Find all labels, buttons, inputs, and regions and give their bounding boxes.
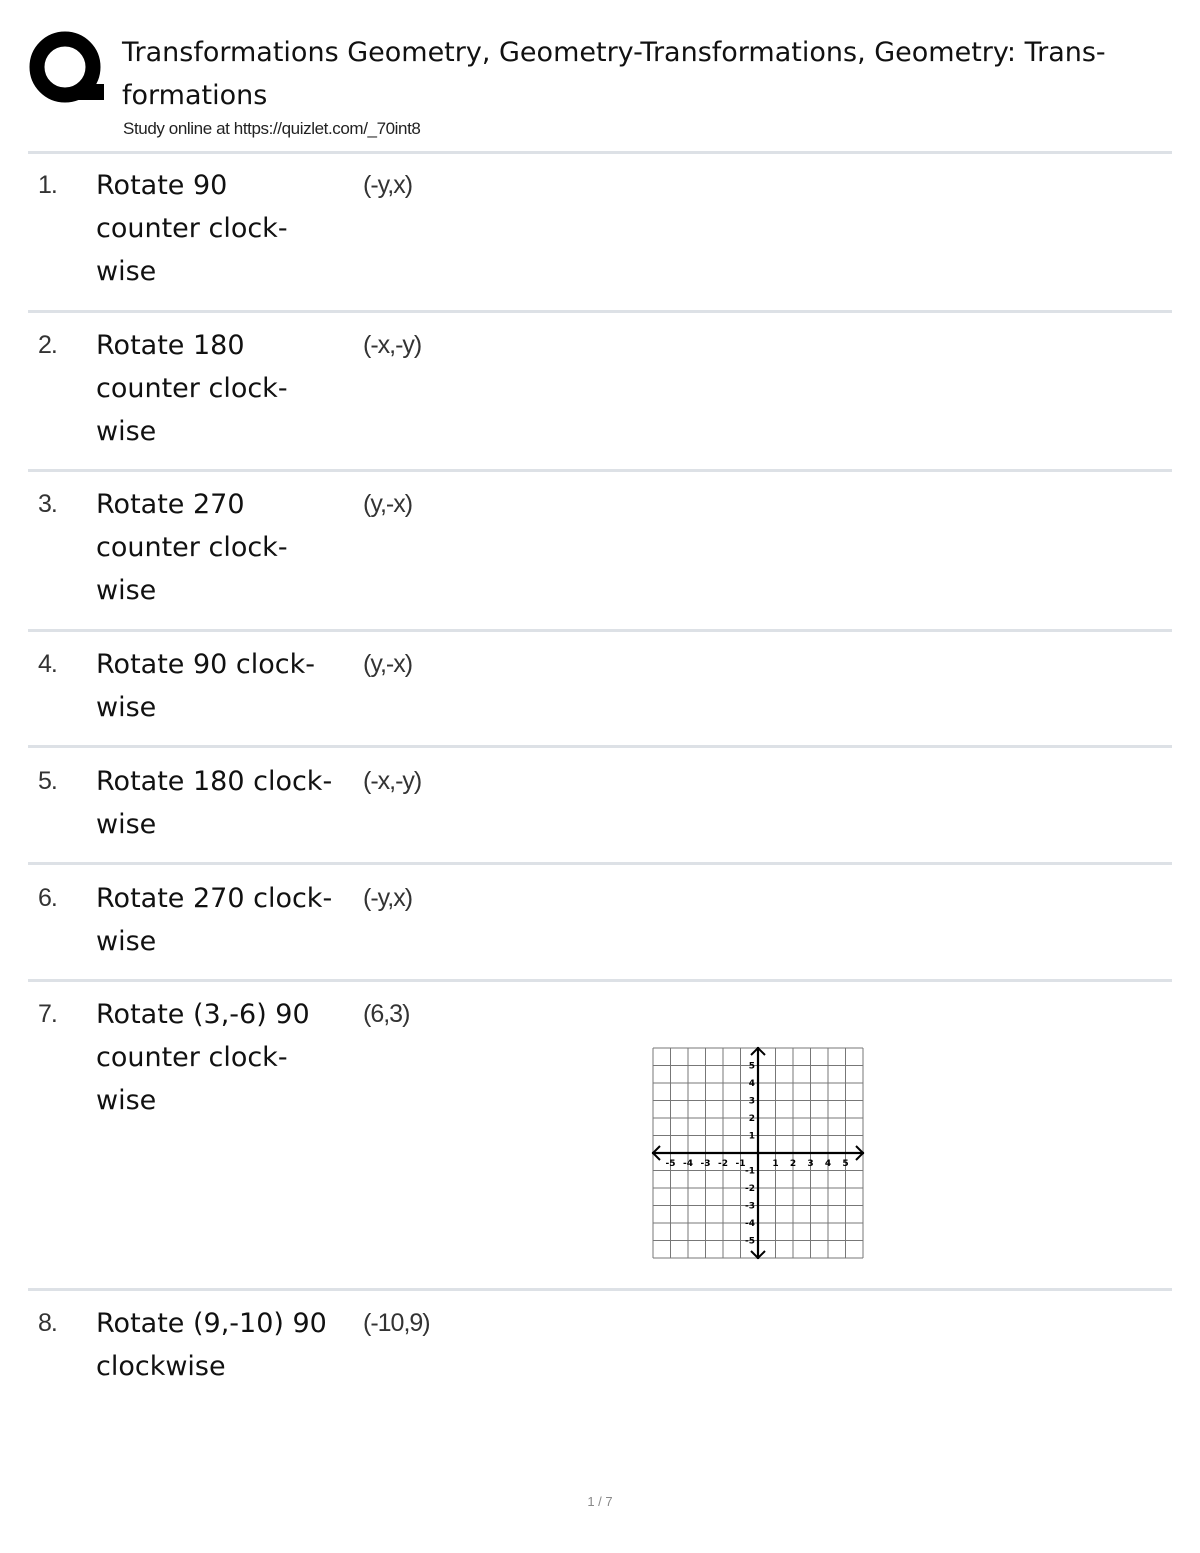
- card-number: 5.: [38, 767, 57, 795]
- card-definition: (-x,-y): [363, 331, 422, 359]
- y-tick-label: 2: [748, 1114, 755, 1124]
- y-tick-label: 5: [748, 1061, 755, 1072]
- quizlet-logo-icon: [28, 30, 106, 108]
- card-number: 6.: [38, 884, 57, 912]
- y-tick-label: -5: [745, 1236, 755, 1247]
- study-online-link[interactable]: Study online at https://quizlet.com/_70int8: [123, 119, 421, 138]
- set-title: Transformations Geometry, Geometry-Transformations, Geometry: Trans- formations: [122, 37, 1106, 111]
- x-tick-label: 5: [842, 1159, 849, 1169]
- y-tick-label: 4: [748, 1079, 755, 1089]
- card-term: Rotate 270 clock- wise: [96, 883, 333, 957]
- x-tick-label: -2: [718, 1159, 728, 1169]
- divider: [28, 979, 1172, 982]
- y-tick-label: -1: [745, 1166, 755, 1177]
- card-definition: (-y,x): [363, 171, 413, 199]
- card-term: Rotate 180 clock- wise: [96, 766, 333, 840]
- card-term: Rotate 90 counter clock- wise: [96, 170, 288, 287]
- divider: [28, 469, 1172, 472]
- card-definition: (y,-x): [363, 490, 413, 518]
- card-term: Rotate 90 clock- wise: [96, 649, 316, 723]
- card-term: Rotate 270 counter clock- wise: [96, 489, 288, 606]
- x-tick-label: 3: [807, 1159, 814, 1169]
- card-definition: (-x,-y): [363, 767, 422, 795]
- x-tick-label: -5: [665, 1159, 676, 1169]
- coordinate-grid-image: [650, 1045, 865, 1260]
- card-number: 7.: [38, 1000, 57, 1028]
- x-tick-label: -1: [735, 1159, 746, 1169]
- card-term: Rotate (9,-10) 90 clockwise: [96, 1308, 327, 1382]
- x-tick-label: 2: [789, 1159, 797, 1169]
- y-tick-label: 1: [748, 1131, 755, 1142]
- x-tick-label: 4: [824, 1159, 832, 1169]
- y-tick-label: -2: [745, 1184, 755, 1194]
- divider: [28, 310, 1172, 313]
- divider: [28, 151, 1172, 154]
- card-number: 4.: [38, 650, 57, 678]
- card-term: Rotate (3,-6) 90 counter clock- wise: [96, 999, 310, 1116]
- page-number: 1 / 7: [587, 1494, 613, 1509]
- x-tick-label: -3: [700, 1159, 711, 1169]
- divider: [28, 862, 1172, 865]
- card-definition: (6,3): [363, 1000, 410, 1028]
- divider: [28, 745, 1172, 748]
- x-tick-label: 1: [772, 1159, 779, 1169]
- y-tick-label: -3: [745, 1201, 755, 1212]
- card-number: 3.: [38, 490, 57, 518]
- card-term: Rotate 180 counter clock- wise: [96, 330, 288, 447]
- card-definition: (y,-x): [363, 650, 413, 678]
- x-tick-label: -4: [683, 1159, 693, 1169]
- card-number: 8.: [38, 1309, 57, 1337]
- card-number: 1.: [38, 171, 57, 199]
- y-tick-label: 3: [748, 1096, 755, 1107]
- card-definition: (-y,x): [363, 884, 413, 912]
- divider: [28, 1288, 1172, 1291]
- y-tick-label: -4: [745, 1219, 755, 1229]
- divider: [28, 629, 1172, 632]
- card-definition: (-10,9): [363, 1309, 430, 1337]
- card-number: 2.: [38, 331, 57, 359]
